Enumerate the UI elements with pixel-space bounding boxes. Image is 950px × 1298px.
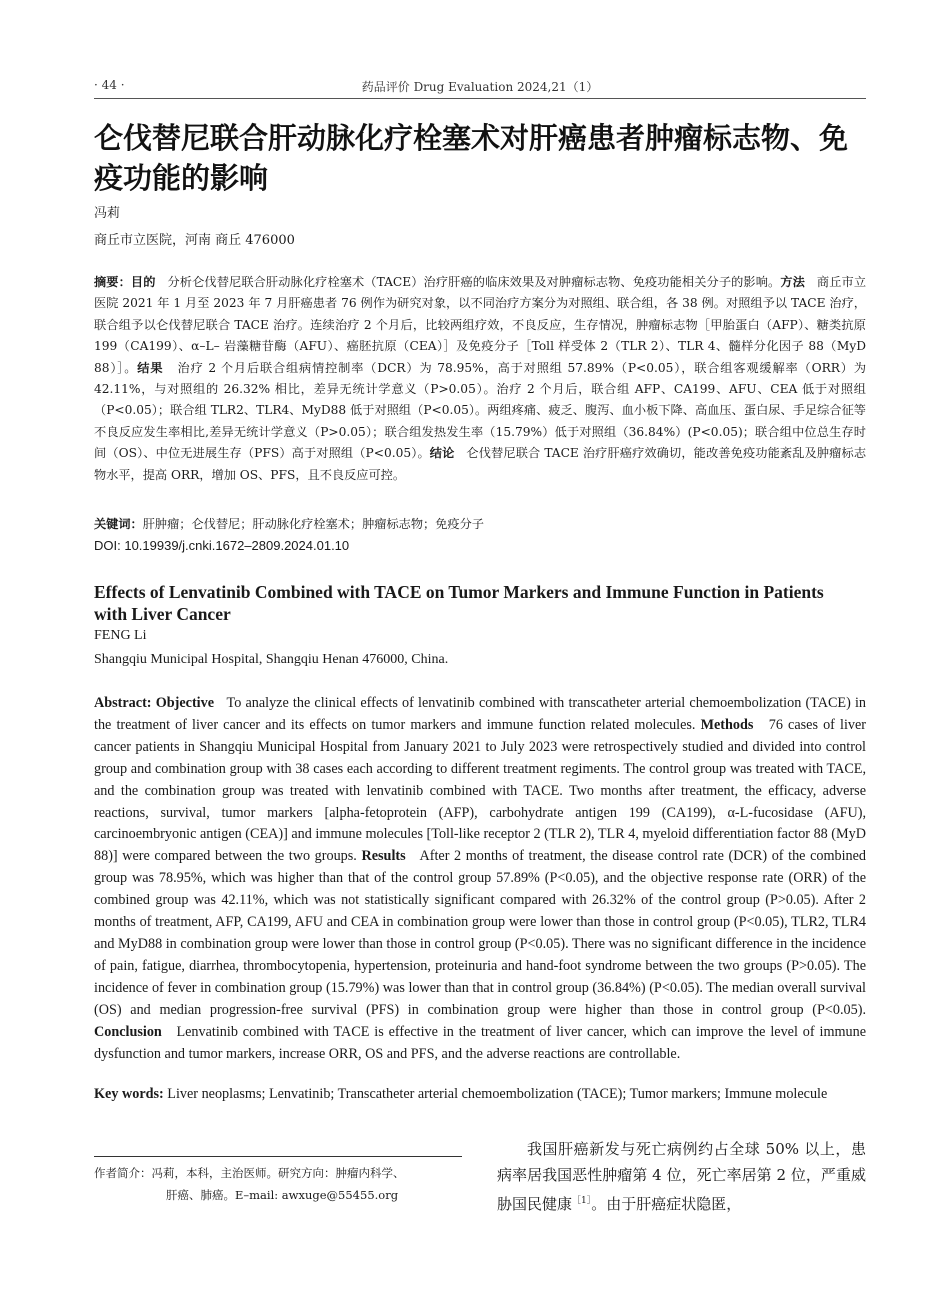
body-intro-paragraph xyxy=(497,1136,866,1217)
results-text-en: After 2 months of treatment, the disease control rate (DCR) of the combined group was 78.95%, which was higher than that of the control group 57.89% (P<0.05), and the objective response rate (ORR) of the combined group was 42.11%, which was not statistically significant compared with 26.32% of the control group (P>0.05). After 2 months of treatment, AFP, CA199, AFU and CEA in combination group were lower than those in control group (P<0.05), TLR2, TLR4 and MyD88 in combination group were lower than those in control group (P<0.05). There was no significant difference in the incidence of pain, fatigue, diarrhea, thrombocytopenia, hypertension, proteinuria and hand-foot syndrome between the two groups (P>0.05). The incidence of fever in combination group (15.79%) was lower than that in control group (36.84%) (P<0.05). The median overall survival (OS) and median progression-free survival (PFS) in combination group were higher than those in control group (P<0.05). xyxy=(94,848,867,1018)
keywords-english xyxy=(94,1086,894,1103)
footnote-line-1: 作者简介：冯莉，本科，主治医师。研究方向：肿瘤内科学、 xyxy=(94,1166,405,1180)
abstract-label: 摘要： xyxy=(94,275,131,289)
abstract-label-en: Abstract: xyxy=(94,695,152,711)
author-english: FENG Li xyxy=(94,628,147,643)
keywords-text-en: Liver neoplasms; Lenvatinib; Transcatheter arterial chemoembolization (TACE); Tumor markers; Immune molecule xyxy=(167,1086,828,1102)
methods-label-en: Methods xyxy=(700,716,754,733)
keywords-label-en: Key words: xyxy=(94,1086,164,1102)
journal-info: 药品评价 Drug Evaluation 2024,21（1） xyxy=(361,80,599,94)
conclusion-label-en: Conclusion xyxy=(94,1023,162,1040)
objective-text-en: To analyze the clinical effects of lenvatinib combined with transcatheter arterial chemoembolization (TACE) in the treatment of liver cancer and its effects on tumor markers and immune function related molecules. xyxy=(94,695,867,733)
keywords-text: 肝肿瘤；仑伐替尼；肝动脉化疗栓塞术；肿瘤标志物；免疫分子 xyxy=(142,517,484,531)
footnote-divider xyxy=(94,1156,462,1157)
abstract-chinese xyxy=(94,272,866,486)
methods-text-en: 76 cases of liver cancer patients in Shangqiu Municipal Hospital from January 2021 to July 2023 were retrospectively studied and divided into control group and combination group with 38 cases each according to different treatment regiments. The control group was treated with TACE, and the combination group was treated with lenvatinib combined with TACE. Two months after treatment, the efficacy, adverse reactions, survival, tumor markers [alpha-fetoprotein (AFP), carbohydrate antigen 199 (CA199), α-L-fucosidase (AFU), carcinoembryonic antigen (CEA)] and immune molecules [Toll-like receptor 2 (TLR 2), TLR 4, myeloid differentiation factor 88 (MyD 88)] were compared between the two groups. xyxy=(94,716,866,865)
objective-label: 目的 xyxy=(130,275,156,289)
body-intro-text: 我国肝癌新发与死亡病例约占全球 50% 以上，患病率居我国恶性肿瘤第 4 位，死亡率居第 2 位，严重威胁国民健康 xyxy=(497,1140,866,1213)
objective-text: 分析仑伐替尼联合肝动脉化疗栓塞术（TACE）治疗肝癌的临床效果及对肿瘤标志物、免疫功能相关分子的影响。 xyxy=(167,275,781,289)
conclusion-label: 结论 xyxy=(429,446,455,461)
citation-ref[interactable]: ［1］ xyxy=(572,1196,592,1206)
methods-text: 商丘市立医院 2021 年 1 月至 2023 年 7 月肝癌患者 76 例作为研究对象，以不同治疗方案分为对照组、联合组，各 38 例。对照组予以 TACE 治疗，联合组予以仑伐替尼联合 TACE 治疗。连续治疗 2 个月后，比较两组疗效，不良反应，生存情况，肿瘤标志物［甲胎蛋白（AFP）、糖类抗原 199（CA199）、α–L– 岩藻糖苷酶（AFU）、癌胚抗原（CEA）］及免疫分子［Toll 样受体 2（TLR 2）、TLR 4、髓样分化因子 88（MyD 88）］。 xyxy=(94,275,867,375)
results-label-en: Results xyxy=(361,848,406,865)
body-intro-tail: 。由于肝癌症状隐匿， xyxy=(591,1195,742,1213)
methods-label: 方法 xyxy=(780,275,805,289)
title-chinese: 仑伐替尼联合肝动脉化疗栓塞术对肝癌患者肿瘤标志物、免疫功能的影响 xyxy=(94,121,849,195)
running-header xyxy=(94,78,866,99)
keywords-label: 关键词： xyxy=(94,517,143,531)
affiliation-chinese: 商丘市立医院，河南 商丘 476000 xyxy=(94,233,295,248)
conclusion-text: 仑伐替尼联合 TACE 治疗肝癌疗效确切，能改善免疫功能紊乱及肿瘤标志物水平，提高 ORR，增加 OS、PFS，且不良反应可控。 xyxy=(94,446,867,482)
author-footnote xyxy=(94,1162,474,1206)
results-text: 治疗 2 个月后联合组病情控制率（DCR）为 78.95%，高于对照组 57.89%（P<0.05），联合组客观缓解率（ORR）为 42.11%，与对照组的 26.32% 相比，差异无统计学意义（P>0.05）。治疗 2 个月后，联合组 AFP、CA199、AFU、CEA 低于对照组（P<0.05）；联合组 TLR2、TLR4、MyD88 低于对照组（P<0.05）。两组疼痛、疲乏、腹泻、血小板下降、高血压、蛋白尿、手足综合征等不良反应发生率相比,差异无统计学意义（P>0.05）；联合组发热发生率（15.79%）低于对照组（36.84%）(P<0.05)；联合组中位总生存时间（OS）、中位无进展生存（PFS）高于对照组（P<0.05）。 xyxy=(94,360,867,461)
footnote-line-2: 肝癌、肺癌。E–mail: awxuge@55455.org xyxy=(166,1188,399,1202)
conclusion-text-en: Lenvatinib combined with TACE is effective in the treatment of liver cancer, which can improve the level of immune dysfunction and tumor markers, increase ORR, OS and PFS, and the adverse reactions are controllable. xyxy=(94,1023,866,1062)
objective-label-en: Objective xyxy=(155,695,215,711)
page-number: · 44 · xyxy=(94,78,125,92)
author-chinese: 冯莉 xyxy=(94,206,121,221)
abstract-english xyxy=(94,693,866,1065)
keywords-chinese xyxy=(94,515,866,532)
doi: DOI: 10.19939/j.cnki.1672–2809.2024.01.10 xyxy=(94,538,350,553)
results-label: 结果 xyxy=(137,360,164,375)
title-english: Effects of Lenvatinib Combined with TACE on Tumor Markers and Immune Function in Patients with Liver Cancer xyxy=(94,582,824,624)
affiliation-english: Shangqiu Municipal Hospital, Shangqiu Henan 476000, China. xyxy=(94,652,449,667)
